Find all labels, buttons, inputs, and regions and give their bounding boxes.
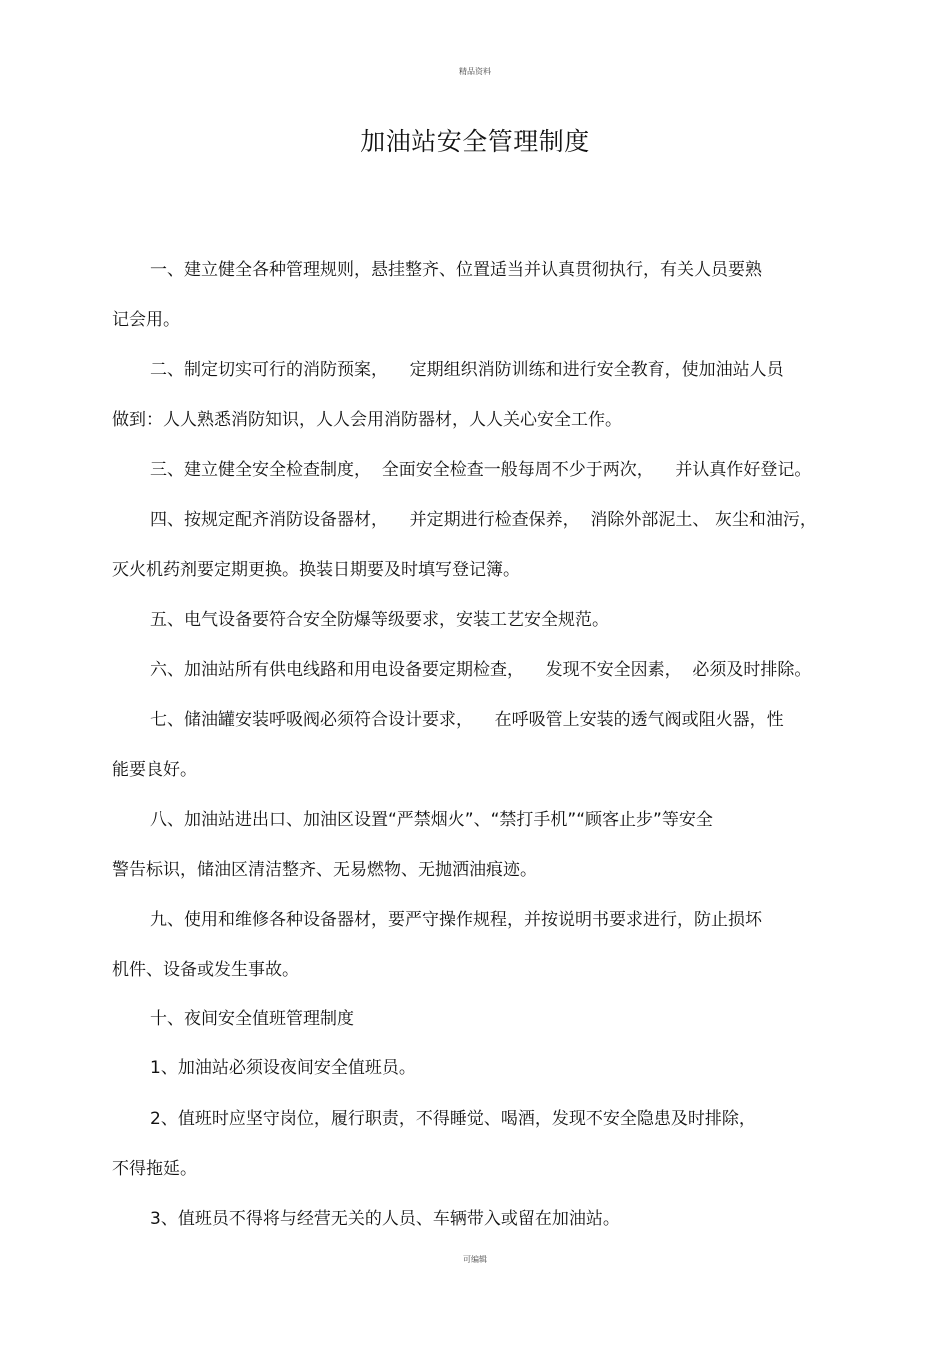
footer-note: 可编辑 xyxy=(463,1255,487,1264)
text-line: 记会用。 xyxy=(112,310,180,330)
text-line: 1、加油站必须设夜间安全值班员。 xyxy=(150,1058,416,1078)
text-line: 灭火机药剂要定期更换。换装日期要及时填写登记簿。 xyxy=(112,560,520,580)
text-line: 2、值班时应坚守岗位，履行职责，不得睡觉、喝酒，发现不安全隐患及时排除， xyxy=(150,1109,756,1129)
text-line: 警告标识，储油区清洁整齐、无易燃物、无抛洒油痕迹。 xyxy=(112,860,537,880)
text-line: 七、储油罐安装呼吸阀必须符合设计要求， 在呼吸管上安装的透气阀或阻火器，性 xyxy=(150,710,784,730)
text-line: 四、按规定配齐消防设备器材， 并定期进行检查保养， 消除外部泥土、 灰尘和油污， xyxy=(150,510,817,530)
text-line: 机件、设备或发生事故。 xyxy=(112,960,299,980)
text-line: 九、使用和维修各种设备器材，要严守操作规程，并按说明书要求进行，防止损坏 xyxy=(150,910,762,930)
page-title: 加油站安全管理制度 xyxy=(360,127,590,156)
text-line: 十、夜间安全值班管理制度 xyxy=(150,1009,354,1029)
text-line: 做到：人人熟悉消防知识，人人会用消防器材，人人关心安全工作。 xyxy=(112,410,622,430)
header-note: 精品资料 xyxy=(459,67,491,76)
text-line: 一、建立健全各种管理规则，悬挂整齐、位置适当并认真贯彻执行，有关人员要熟 xyxy=(150,260,762,280)
text-line: 能要良好。 xyxy=(112,760,197,780)
text-line: 不得拖延。 xyxy=(112,1159,197,1179)
text-line: 3、值班员不得将与经营无关的人员、车辆带入或留在加油站。 xyxy=(150,1209,620,1229)
text-line: 八、加油站进出口、加油区设置“严禁烟火”、“禁打手机”“顾客止步”等安全 xyxy=(150,810,713,830)
text-line: 二、制定切实可行的消防预案， 定期组织消防训练和进行安全教育，使加油站人员 xyxy=(150,360,784,380)
text-line: 六、加油站所有供电线路和用电设备要定期检查， 发现不安全因素， 必须及时排除。 xyxy=(150,660,812,680)
text-line: 三、建立健全安全检查制度， 全面安全检查一般每周不少于两次， 并认真作好登记。 xyxy=(150,460,812,480)
text-line: 五、电气设备要符合安全防爆等级要求，安装工艺安全规范。 xyxy=(150,610,609,630)
